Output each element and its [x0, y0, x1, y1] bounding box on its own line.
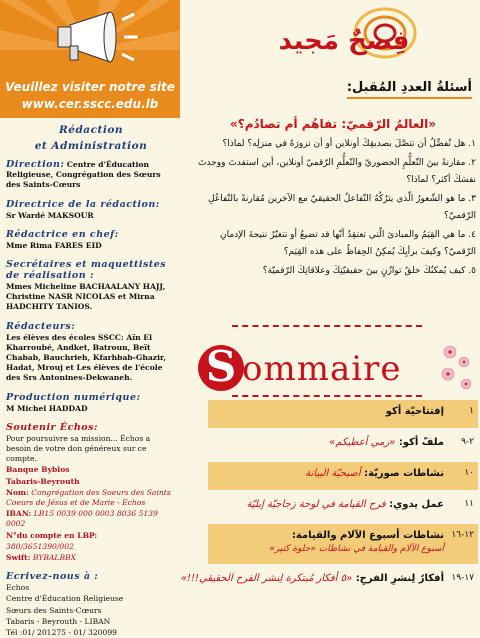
table-of-contents [180, 400, 478, 598]
page-title: فِصحٌ مَجيد [278, 26, 410, 56]
directrice-block: Directrice de la rédaction: Sr Wardé MAKSOUR [6, 198, 160, 220]
toc-page-number: ١ [469, 406, 474, 416]
toc-title: عمل يدوي: فرح القيامة في لوحة زجاجيّة إيليّة [246, 499, 444, 510]
sidebar [0, 0, 180, 638]
sommaire-heading [198, 342, 448, 400]
questions-title: «العالمُ الرّقميّ: تفاهُم أم تصادُم؟» [230, 117, 436, 131]
toc-title: إفتتاحيّة أكو [385, 406, 444, 417]
flowers-icon [430, 340, 480, 400]
question-item: ٣. ما هو الشّعورُ الّذي يترُكُهُ التّفاعلُ الحقيقيّ مع الآخرين مُقارنةً بالتّفاعُلِ الرّقميّ؟ [208, 194, 476, 221]
redaction-title: Rédaction et Administration [34, 124, 148, 152]
secretaires-block: Secrétaires et maquettistes de réalisation : Mmes Micheline BACHAALANY HAJJ, Christine NASR NICOLAS et Mirna HADCHITY TANIOS. [6, 259, 167, 312]
toc-subtitle: أسبوع الآلام والقيامة في نشاطات «حلوة كتير» [269, 544, 444, 554]
website-url-link[interactable]: www.cer.sscc.edu.lb [21, 97, 159, 111]
toc-item[interactable] [208, 462, 478, 490]
question-item: ٥. كيف يُمكنُكَ خلقُ توازُنٍ بينَ حقيقيّتِكَ وعلاقاتِكَ الرّقميّة؟ [262, 266, 476, 276]
divider-bottom [232, 395, 422, 397]
question-item: ٢. مقارنةً بينَ التّعلُّمِ الحضوريّ والتّعلُّمِ الرّقميّ أونلاين، أين استفدتَ ووجدتَ نفسَكَ أكثر؟ لماذا؟ [198, 158, 476, 185]
masthead [6, 122, 176, 638]
toc-title: نشاطات أسبوع الآلام والقيامة: [291, 530, 444, 541]
toc-item[interactable] [208, 493, 478, 521]
toc-item[interactable] [180, 567, 478, 595]
toc-page-number: ١٠ [464, 468, 474, 478]
sommaire-rest: ommaire [242, 349, 402, 389]
contact-block: Ecrivez-nous à : Echos Centre d'Éducation Religieuse Sœurs des Saints-Cœurs Tabaris - Beyrouth - LIBAN Tél :01/ 201275 - 01/ 320099 [6, 571, 124, 638]
visit-site-text: Veuillez visiter notre site [5, 80, 175, 94]
next-issue-heading: أسئلةُ العددِ المُقبل: [200, 80, 472, 95]
redacteurs-block: Rédacteurs: Les élèves des écoles SSCC: Aïn El Kharroubé, Andket, Batroun, Beït Chabab, Bauchrieh, Kfarhbab-Ghazir, Hadat, Mrouj et Les élèves de l'école des Srs Antonines-Dekwaneh. [6, 320, 167, 383]
toc-title: ملفّ أكو: «رمي أعطيكم» [329, 437, 444, 448]
website-banner [0, 0, 180, 118]
chef-block: Rédactrice en chef: Mme Rima FARES EID [6, 228, 119, 250]
toc-item[interactable] [208, 524, 478, 564]
toc-title: أفكارٌ لِنشرِ الفرحِ: «٥ أفكار مُبتكرة لِنشر الفرح الحقيقي!!!» [180, 573, 444, 584]
production-block: Production numérique: M Michel HADDAD [6, 391, 141, 413]
toc-title: نشاطات صوريّة: أصبحيّة البيانة [305, 468, 444, 479]
toc-page-number: ١٧-١٩ [451, 573, 474, 583]
toc-item[interactable] [208, 400, 478, 428]
question-item: ١. هل تُفضِّلُ أن تتصَّلَ بصديقِكَ أونلاين أو أن تزورَهُ في منزلِه؟ لماذا؟ [222, 139, 476, 149]
sommaire-initial: S [198, 345, 244, 391]
toc-item[interactable] [208, 431, 478, 459]
toc-page-number: ١٢-١٦ [451, 530, 474, 540]
divider-top [232, 325, 422, 327]
soutenir-block: Soutenir Échos: Pour poursuivre sa mission... Échos a besoin de votre don généreux sur ce compte. Banque Byblos Tabaris-Beyrouth Nom: Congrégation des Soeurs des Saints Coeurs de Jésus et de Marie - Echos IBAN: LB15 0039 000 0003 8036 5139 0002 N°du compte en LBP: 380/3651390/002 Swift: BYBALBBX [6, 421, 171, 563]
questions-list [186, 136, 476, 282]
toc-page-number: ٢-٩ [461, 437, 474, 447]
toc-page-number: ١١ [464, 499, 474, 509]
question-item: ٤. ما هي القِيَمُ والمبادئ الّتي تعتقِدُ أنّها قد تضيعُ أو تتغيّرُ نتيجةَ الإدمانِ الرّقميّ؟ وكيفَ برأيِكَ يُمكِنُ الحِفاظُ على هذه القِيَم؟ [219, 230, 476, 257]
direction-block: Direction: Centre d'Éducation Religieuse, Congrégation des Sœurs des Saints-Cœurs [6, 159, 161, 190]
